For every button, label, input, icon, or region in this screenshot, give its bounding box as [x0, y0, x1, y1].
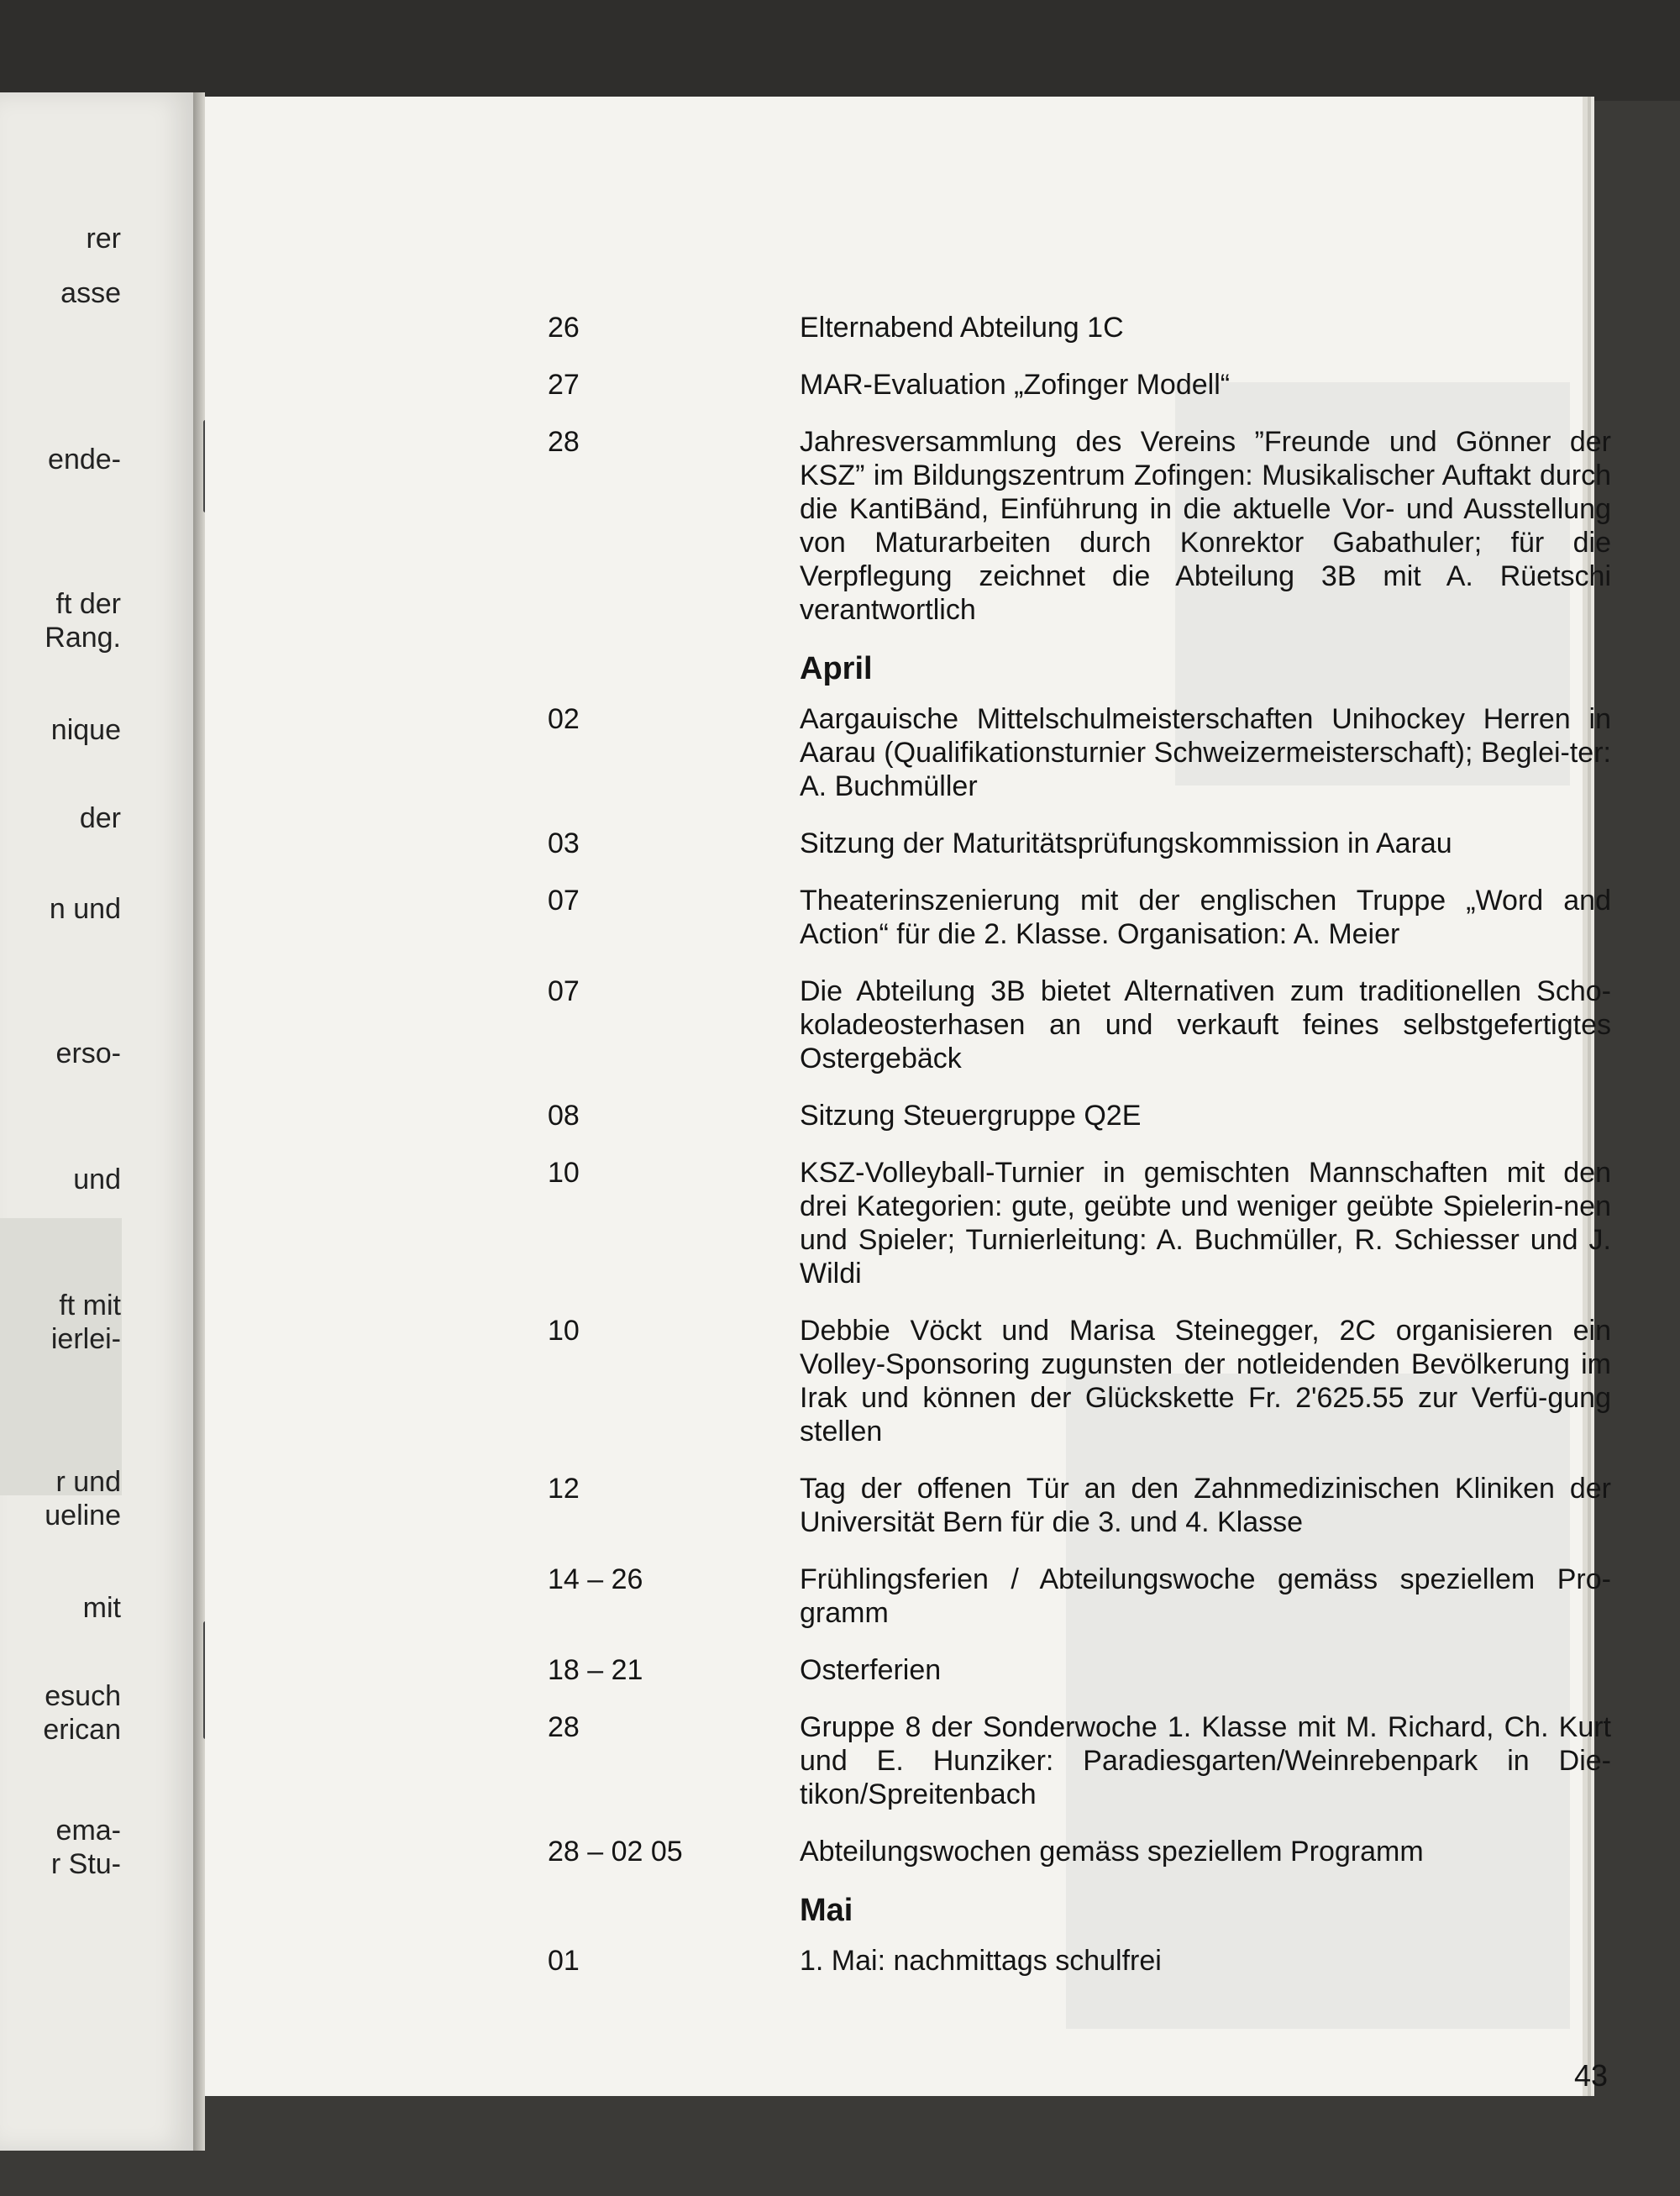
- left-page-fragment: rer: [86, 223, 121, 255]
- calendar-entry: [548, 702, 1636, 803]
- left-page-fragment: esuch: [45, 1680, 121, 1712]
- calendar-entry: [548, 1653, 1636, 1687]
- left-page-fragment: n und: [49, 893, 121, 925]
- entry-date: 07: [548, 885, 580, 917]
- book-gutter: [193, 92, 205, 2151]
- main-page: [205, 97, 1611, 2096]
- left-page: [0, 92, 193, 2151]
- entry-date: 03: [548, 827, 580, 859]
- calendar-entry: [548, 975, 1636, 1075]
- left-page-shaded-box: [0, 1218, 122, 1495]
- calendar-entries: [548, 311, 1636, 2001]
- left-page-fragment: der: [79, 802, 121, 834]
- entry-date: 27: [548, 369, 580, 401]
- entry-date: 28 – 02 05: [548, 1836, 683, 1868]
- calendar-entry: [548, 827, 1636, 860]
- calendar-entry: [548, 368, 1636, 402]
- entry-description: Elternabend Abteilung 1C: [800, 312, 1124, 344]
- left-page-fragment: erso-: [55, 1038, 121, 1069]
- scan-background: [0, 0, 1680, 101]
- entry-date: 08: [548, 1100, 580, 1132]
- entry-date: 10: [548, 1157, 580, 1189]
- entry-date: 26: [548, 312, 580, 344]
- entry-description: Debbie Vöckt und Marisa Steinegger, 2C organisieren ein Volley-Sponsoring zugunsten der notleidenden Bevölkerung im Irak und können der Glückskette Fr. 2'625.55 zur Verfü-gung stellen: [800, 1315, 1611, 1447]
- left-page-fragment: und: [73, 1164, 121, 1195]
- calendar-entry: [548, 1563, 1636, 1630]
- calendar-entry: [548, 425, 1636, 627]
- calendar-entry: [548, 1156, 1636, 1290]
- calendar-entry: [548, 1099, 1636, 1132]
- entry-date: 07: [548, 975, 580, 1007]
- entry-date: 02: [548, 703, 580, 735]
- entry-date: 10: [548, 1315, 580, 1347]
- calendar-entry: [548, 1472, 1636, 1539]
- left-page-fragment: r und: [55, 1466, 121, 1498]
- entry-description: Die Abteilung 3B bietet Alternativen zum traditionellen Scho-koladeosterhasen an und verkauft feines selbstgefertigtes Ostergebäck: [800, 975, 1611, 1074]
- left-page-fragment: nique: [50, 714, 121, 746]
- month-heading: Mai: [800, 1893, 853, 1928]
- left-page-fragment: Rang.: [45, 622, 121, 654]
- entry-description: Tag der offenen Tür an den Zahnmedizinischen Kliniken der Universität Bern für die 3. und 4. Klasse: [800, 1473, 1611, 1538]
- entry-date: 28: [548, 426, 580, 458]
- left-page-fragment: ueline: [45, 1500, 121, 1531]
- entry-description: Theaterinszenierung mit der englischen Truppe „Word and Action“ für die 2. Klasse. Organisation: A. Meier: [800, 885, 1611, 950]
- left-page-fragment: r Stu-: [50, 1848, 121, 1880]
- left-page-fragment: ft der: [55, 588, 121, 620]
- entry-date: 01: [548, 1945, 580, 1977]
- entry-description: MAR-Evaluation „Zofinger Modell“: [800, 369, 1231, 401]
- entry-date: 28: [548, 1711, 580, 1743]
- entry-description: 1. Mai: nachmittags schulfrei: [800, 1945, 1162, 1977]
- calendar-entry: [548, 1944, 1636, 1978]
- left-page-fragment: erican: [43, 1714, 121, 1746]
- calendar-entry: [548, 311, 1636, 344]
- entry-description: Abteilungswochen gemäss speziellem Programm: [800, 1836, 1424, 1868]
- entry-description: Gruppe 8 der Sonderwoche 1. Klasse mit M. Richard, Ch. Kurt und E. Hunziker: Paradiesgarten/Weinrebenpark in Die-tikon/Spreitenbach: [800, 1711, 1611, 1810]
- entry-description: Sitzung der Maturitätsprüfungskommission in Aarau: [800, 827, 1452, 859]
- calendar-entry: [548, 1710, 1636, 1811]
- entry-description: KSZ-Volleyball-Turnier in gemischten Mannschaften mit den drei Kategorien: gute, geübte und weniger geübte Spielerin-nen und Spieler; Turnierleitung: A. Buchmüller, R. Schiesser und J. Wildi: [800, 1157, 1611, 1290]
- calendar-entry: [548, 1314, 1636, 1448]
- calendar-entry: [548, 1835, 1636, 1868]
- page-number: 43: [1574, 2058, 1609, 2093]
- calendar-entry: [548, 884, 1636, 951]
- entry-description: Aargauische Mittelschulmeisterschaften Unihockey Herren in Aarau (Qualifikationsturnier Schweizermeisterschaft); Beglei-ter: A. Buchmüller: [800, 703, 1611, 802]
- entry-description: Osterferien: [800, 1654, 942, 1686]
- left-page-fragment: ft mit: [59, 1290, 121, 1321]
- left-page-fragment: ema-: [55, 1815, 121, 1847]
- entry-date: 18 – 21: [548, 1654, 643, 1686]
- entry-description: Jahresversammlung des Vereins ”Freunde und Gönner der KSZ” im Bildungszentrum Zofingen: Musikalischer Auftakt durch die KantiBänd, Einführung in die aktuelle Vor- und Ausstellung von Maturarbeiten durch Konrektor Gabathuler; für die Verpflegung zeichnet die Abteilung 3B mit A. Rüetschi verantwortlich: [800, 426, 1611, 626]
- entry-description: Frühlingsferien / Abteilungswoche gemäss speziellem Pro-gramm: [800, 1563, 1611, 1629]
- month-heading: April: [800, 651, 873, 686]
- entry-date: 14 – 26: [548, 1563, 643, 1595]
- left-page-fragment: asse: [60, 277, 121, 309]
- entry-description: Sitzung Steuergruppe Q2E: [800, 1100, 1142, 1132]
- left-page-fragment: ende-: [48, 444, 121, 475]
- entry-date: 12: [548, 1473, 580, 1505]
- left-page-fragment: ierlei-: [50, 1323, 121, 1355]
- left-page-fragment: mit: [82, 1592, 121, 1624]
